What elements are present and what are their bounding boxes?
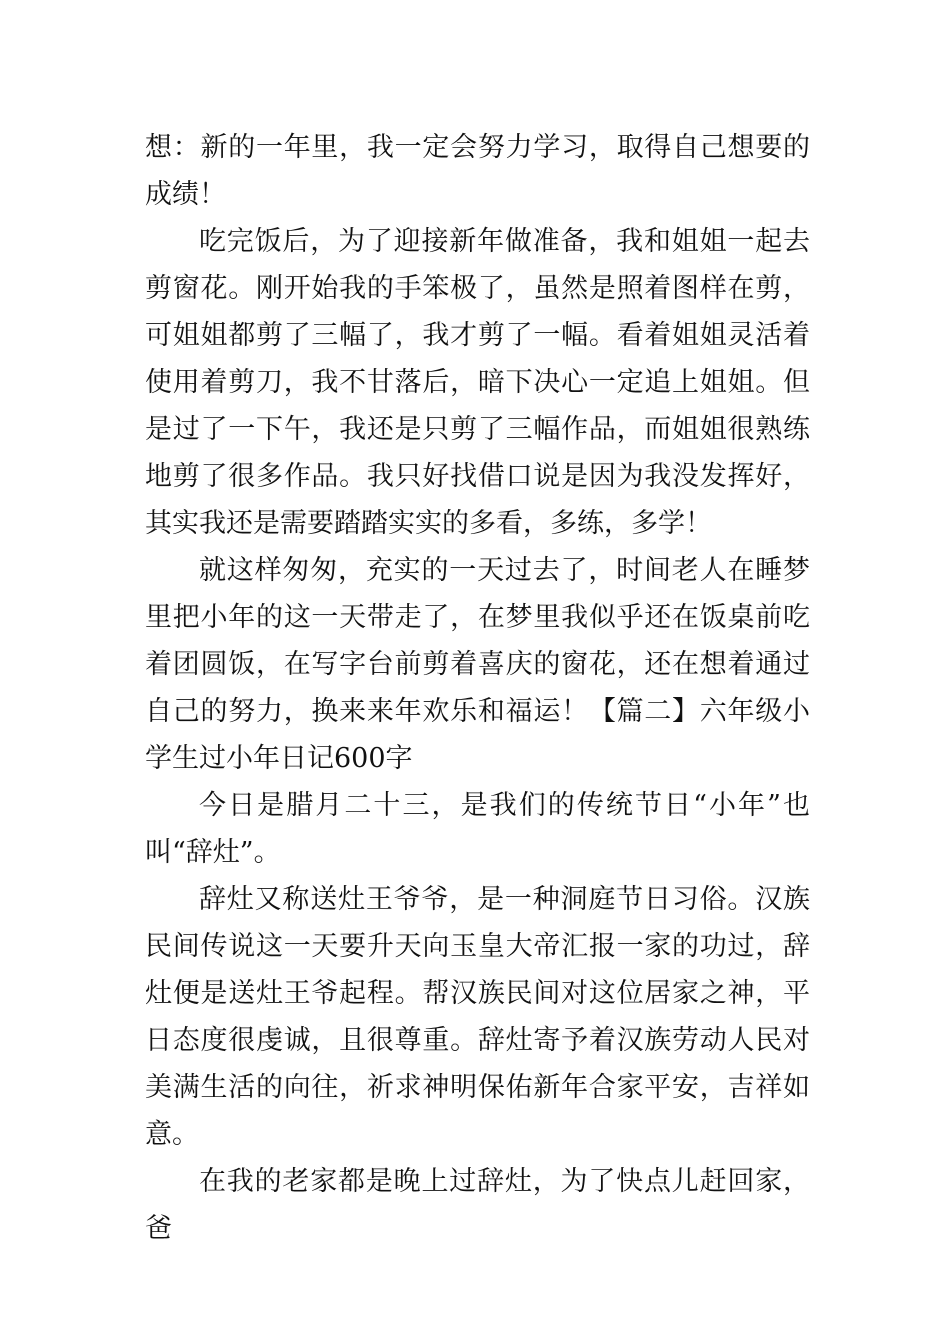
document-body <box>145 124 810 1252</box>
paragraph-6: 在我的老家都是晚上过辞灶，为了快点儿赶回家，爸 <box>145 1166 810 1244</box>
paragraph-3: 就这样匆匆，充实的一天过去了，时间老人在睡梦里把小年的这一天带走了，在梦里我似乎还在饭桌前吃着团圆饭，在写字台前剪着喜庆的窗花，还在想着通过自己的努力，换来来年欢乐和福运！【篇二】六年级小学生过小年日记600字 <box>145 555 810 774</box>
paragraph-2: 吃完饭后，为了迎接新年做准备，我和姐姐一起去剪窗花。刚开始我的手笨极了，虽然是照着图样在剪，可姐姐都剪了三幅了，我才剪了一幅。看着姐姐灵活着使用着剪刀，我不甘落后，暗下决心一定追上姐姐。但是过了一下午，我还是只剪了三幅作品，而姐姐很熟练地剪了很多作品。我只好找借口说是因为我没发挥好，其实我还是需要踏踏实实的多看，多练，多学！ <box>145 226 810 539</box>
paragraph-4: 今日是腊月二十三，是我们的传统节日“小年”也叫“辞灶”。 <box>145 790 810 868</box>
paragraph-1: 想：新的一年里，我一定会努力学习，取得自己想要的成绩！ <box>145 132 810 210</box>
paragraph-5: 辞灶又称送灶王爷爷，是一种洞庭节日习俗。汉族民间传说这一天要升天向玉皇大帝汇报一家的功过，辞灶便是送灶王爷起程。帮汉族民间对这位居家之神，平日态度很虔诚，且很尊重。辞灶寄予着汉族劳动人民对美满生活的向往，祈求神明保佑新年合家平安，吉祥如意。 <box>145 884 810 1150</box>
